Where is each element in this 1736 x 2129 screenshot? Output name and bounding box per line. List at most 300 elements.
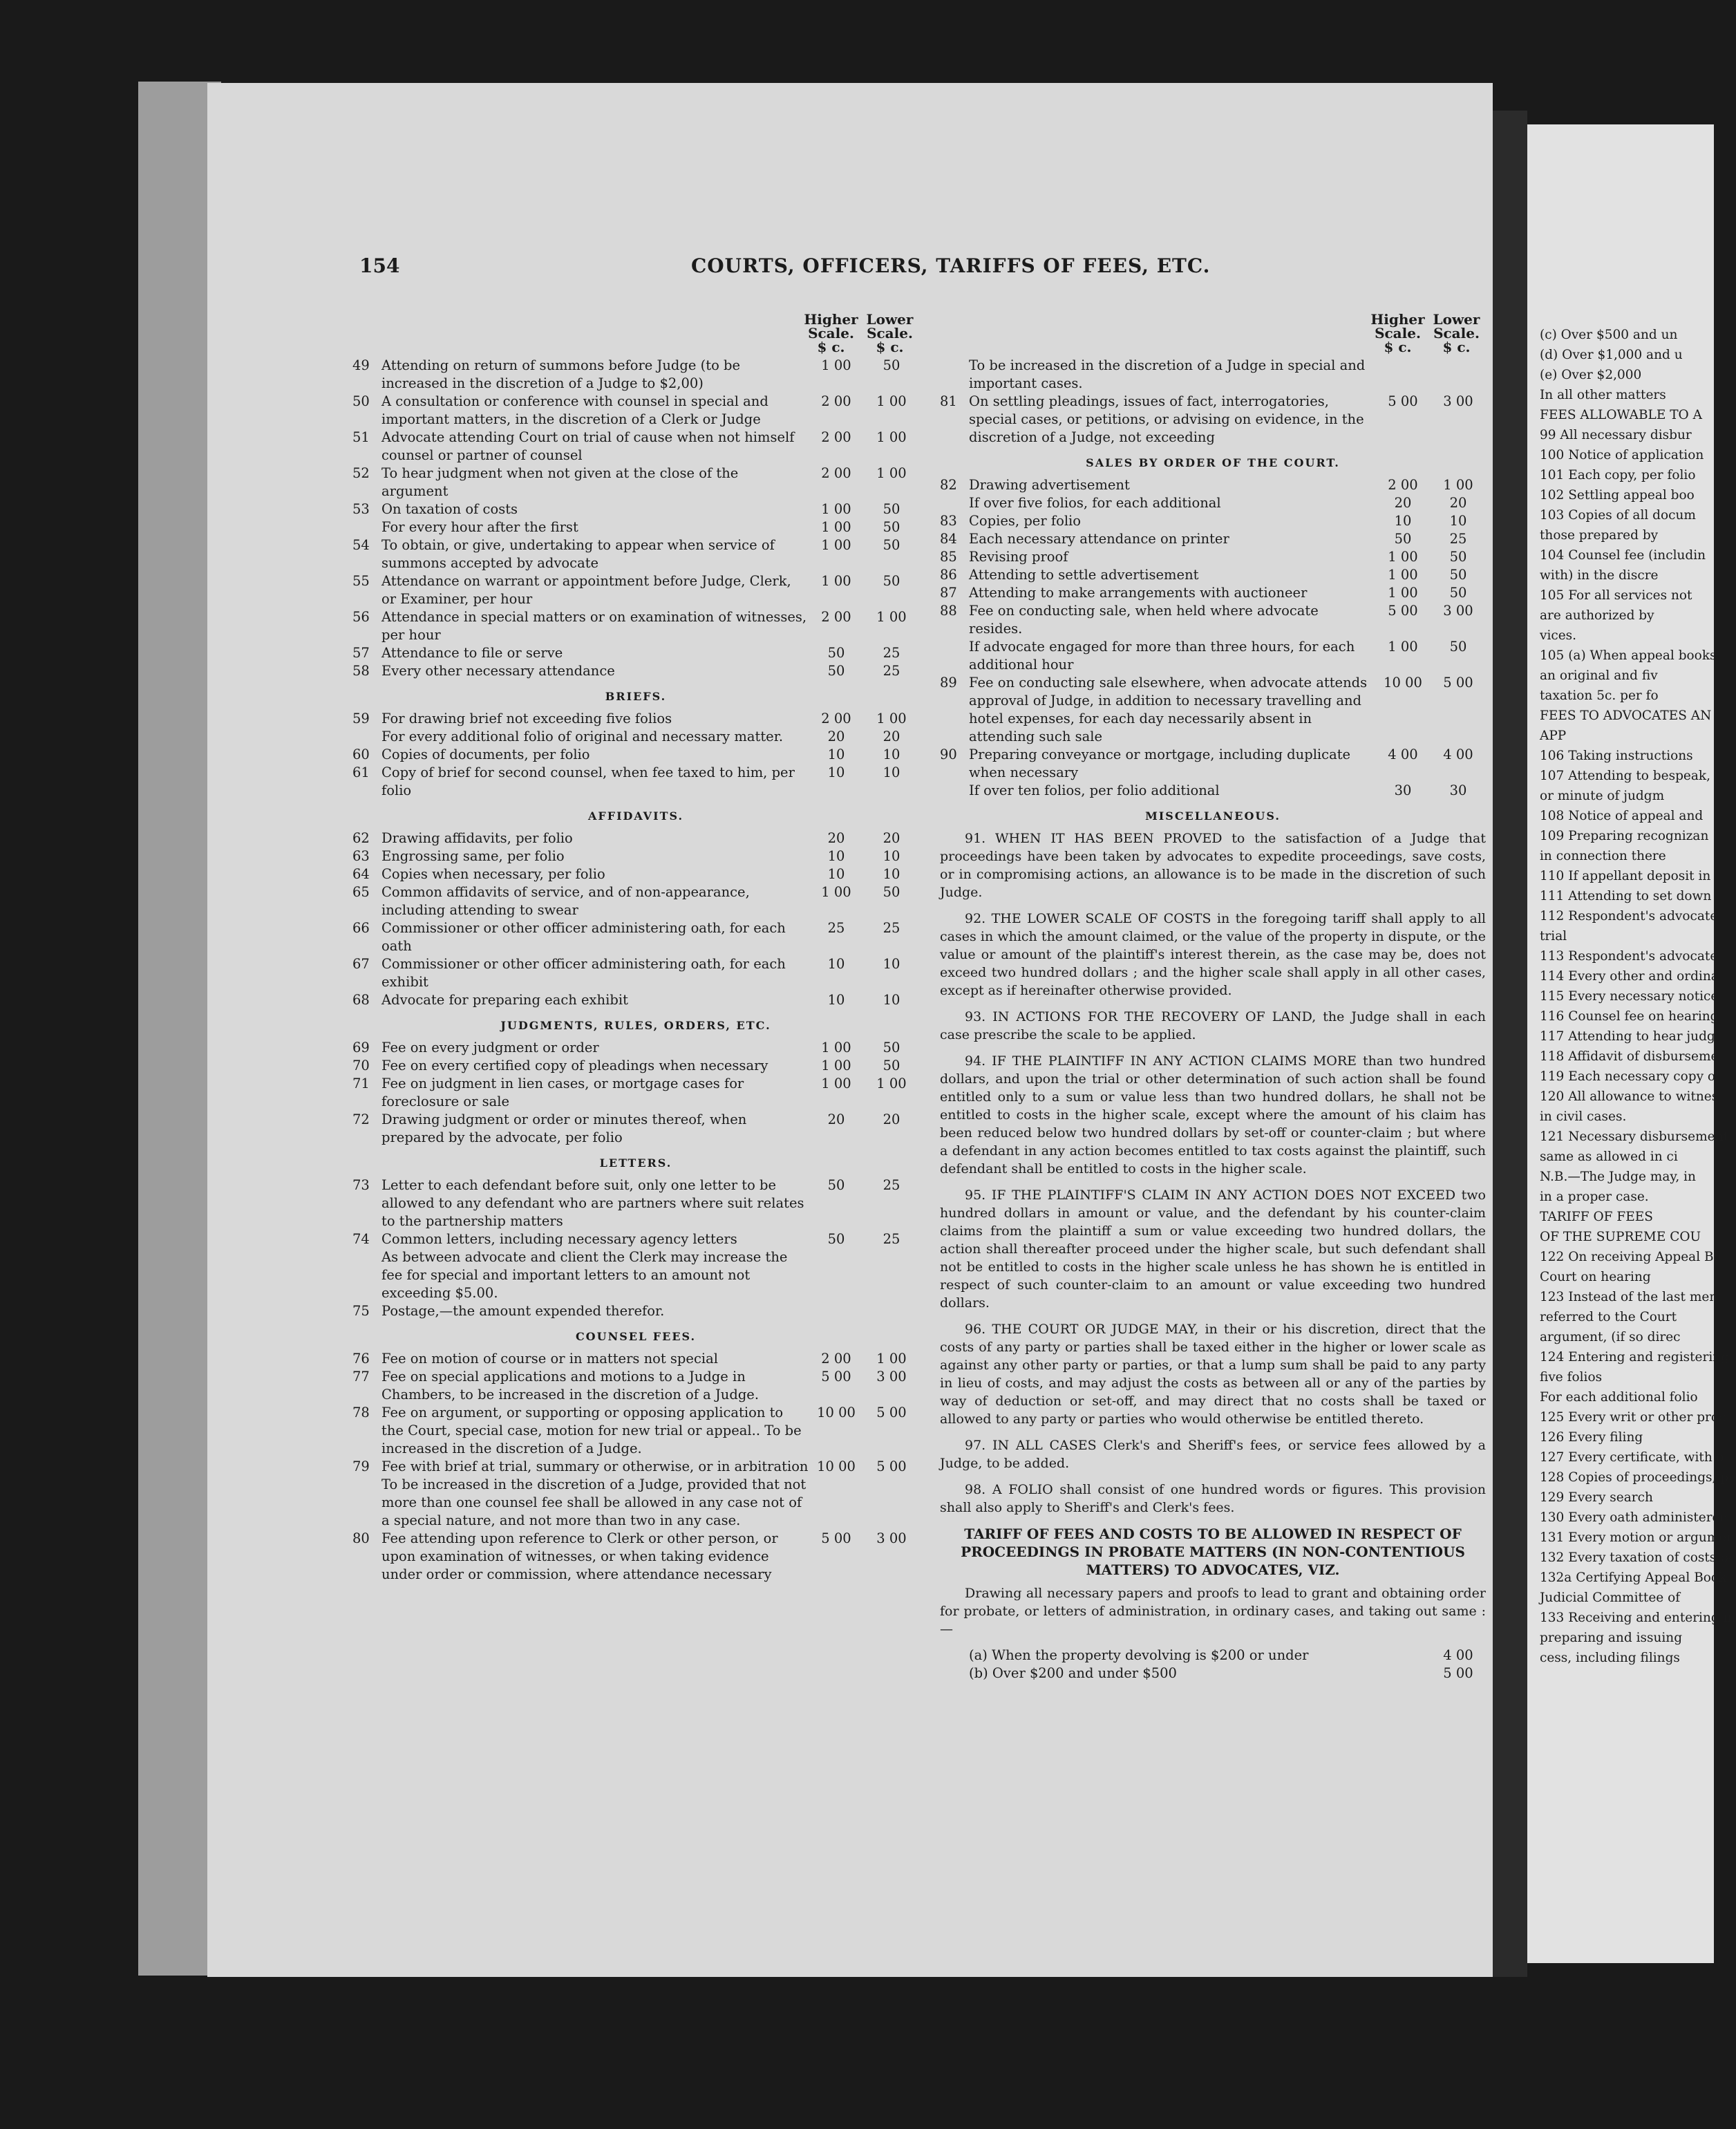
section-heading: AFFIDAVITS. xyxy=(587,809,684,823)
tariff-row xyxy=(352,1530,919,1584)
item-text: Common affidavits of service, and of non-appearance, including attending to swear xyxy=(381,884,750,918)
higher-scale-value: 2 00 xyxy=(821,393,851,409)
right-page-line: N.B.—The Judge may, in xyxy=(1540,1170,1696,1184)
right-page-line: 133 Receiving and entering in xyxy=(1540,1611,1736,1625)
lower-scale-value xyxy=(1431,357,1486,393)
item-text: To obtain, or give, undertaking to appear when service of summons accepted by advocate xyxy=(381,537,775,571)
item-text: Copies, per folio xyxy=(969,513,1082,529)
right-page-line: 112 Respondent's advocate xyxy=(1540,909,1718,923)
right-page-line: 100 Notice of application xyxy=(1540,448,1704,462)
item-text: Drawing affidavits, per folio xyxy=(381,830,573,846)
tariff-row xyxy=(352,429,919,465)
item-text: Fee with brief at trial, summary or otherwise, or in arbitration xyxy=(381,1459,809,1474)
higher-scale-value: 2 00 xyxy=(1388,477,1418,493)
item-text: Advocate attending Court on trial of cause when not himself counsel or partner of counsel xyxy=(381,429,795,463)
right-page-line: (e) Over $2,000 xyxy=(1540,368,1642,382)
tariff-row xyxy=(940,494,1486,512)
tariff-row xyxy=(352,1350,919,1368)
item-text: Commissioner or other officer administering oath, for each exhibit xyxy=(381,956,786,990)
item-text: Copies of documents, per folio xyxy=(381,747,590,762)
right-page-line: 104 Counsel fee (includin xyxy=(1540,548,1706,563)
item-number: 79 xyxy=(352,1459,370,1474)
lower-scale-value: 50 xyxy=(883,537,900,553)
item-number: 80 xyxy=(352,1530,370,1546)
tariff-row xyxy=(352,644,919,662)
item-text: Every other necessary attendance xyxy=(381,663,615,679)
item-text: On taxation of costs xyxy=(381,501,518,517)
item-text: Revising proof xyxy=(969,549,1068,565)
tariff-row xyxy=(940,357,1486,393)
tariff-row xyxy=(940,638,1486,674)
item-text: For drawing brief not exceeding five folios xyxy=(381,711,672,726)
right-page-line: 101 Each copy, per folio xyxy=(1540,468,1696,482)
right-page-line: 120 All allowance to witnes xyxy=(1540,1089,1719,1104)
tariff-row xyxy=(352,357,919,393)
higher-scale-value: 2 00 xyxy=(821,711,851,726)
higher-scale-value: 1 00 xyxy=(821,357,851,373)
higher-scale-value: 50 xyxy=(827,645,845,661)
item-text: Fee on judgment in lien cases, or mortgage cases for foreclosure or sale xyxy=(381,1076,744,1109)
tariff-row xyxy=(352,728,919,746)
right-page-line: 116 Counsel fee on hearing xyxy=(1540,1009,1719,1024)
higher-scale-value xyxy=(1375,357,1431,393)
right-page-line: preparing and issuing xyxy=(1540,1631,1683,1645)
right-page-lines xyxy=(1527,124,1736,1668)
lower-scale-value: 25 xyxy=(883,1231,900,1247)
lower-scale-value: 50 xyxy=(883,573,900,589)
lower-scale-value: 20 xyxy=(883,1112,900,1127)
item-number xyxy=(940,357,969,393)
paragraph: 97. IN ALL CASES Clerk's and Sheriff's fees, or service fees allowed by a Judge, to be added. xyxy=(940,1438,1486,1471)
right-page-line: five folios xyxy=(1540,1370,1603,1385)
item-number xyxy=(940,1664,969,1682)
lower-scale-value: 20 xyxy=(883,830,900,846)
right-page-line: 110 If appellant deposit in xyxy=(1540,869,1711,883)
right-page-line: in connection there xyxy=(1540,849,1666,863)
item-text: Common letters, including necessary agency letters xyxy=(381,1231,737,1247)
item-number: 66 xyxy=(352,920,370,936)
lower-scale-value: 10 xyxy=(883,765,900,780)
tariff-row xyxy=(940,530,1486,548)
item-number: 85 xyxy=(940,549,957,565)
tariff-row xyxy=(352,1075,919,1111)
higher-scale-value: 30 xyxy=(1394,782,1412,798)
lower-scale-value: 1 00 xyxy=(1443,477,1473,493)
item-number: 75 xyxy=(352,1303,370,1319)
item-number: 49 xyxy=(352,357,370,373)
item-number: 89 xyxy=(940,675,957,691)
item-number: 67 xyxy=(352,956,370,972)
lower-scale-value: 25 xyxy=(883,663,900,679)
higher-scale-value: 4 00 xyxy=(1388,747,1418,762)
section-heading: LETTERS. xyxy=(599,1156,672,1170)
higher-scale-value: 1 00 xyxy=(1388,585,1418,601)
right-page-line: OF THE SUPREME COU xyxy=(1540,1230,1701,1244)
lower-scale-value: 1 00 xyxy=(876,1076,907,1091)
item-text: Fee attending upon reference to Clerk or other person, or upon examination of witnesses, or when taking evidence under order or commission, where attendance necessary xyxy=(381,1530,778,1582)
item-text: If over ten folios, per folio additional xyxy=(969,782,1220,798)
lower-scale-value: 50 xyxy=(883,884,900,900)
lower-scale-value xyxy=(864,1302,919,1320)
higher-scale-value: 10 00 xyxy=(1384,675,1422,691)
item-number: 86 xyxy=(940,567,957,583)
higher-scale-value: 10 00 xyxy=(817,1405,856,1420)
item-text: Drawing judgment or order or minutes thereof, when prepared by the advocate, per folio xyxy=(381,1112,747,1145)
item-text: Fee on conducting sale, when held where advocate resides. xyxy=(969,603,1319,637)
running-title: COURTS, OFFICERS, TARIFFS OF FEES, ETC. xyxy=(691,254,1211,277)
right-page-line: 121 Necessary disbursement xyxy=(1540,1129,1728,1144)
left-tariff-list xyxy=(352,357,919,1584)
item-text: Fee on every judgment or order xyxy=(381,1040,599,1056)
tariff-row xyxy=(352,955,919,991)
item-number: 88 xyxy=(940,603,957,619)
right-page-line: referred to the Court xyxy=(1540,1310,1677,1324)
item-number xyxy=(352,1476,381,1530)
tariff-row xyxy=(940,512,1486,530)
item-number: 84 xyxy=(940,531,957,547)
item-number xyxy=(352,728,381,746)
tariff-row xyxy=(940,1664,1486,1682)
item-text: To be increased in the discretion of a Judge in special and important cases. xyxy=(969,357,1366,391)
item-number: 59 xyxy=(352,711,370,726)
higher-scale-value: 1 00 xyxy=(821,1076,851,1091)
tariff-row xyxy=(352,662,919,680)
right-page-line: cess, including filings xyxy=(1540,1651,1680,1665)
right-page-line: 107 Attending to bespeak, xyxy=(1540,769,1711,783)
tariff-row xyxy=(352,710,919,728)
right-page-line: For each additional folio xyxy=(1540,1390,1698,1405)
higher-scale-value xyxy=(1375,1664,1431,1682)
right-page-line: FEES ALLOWABLE TO A xyxy=(1540,408,1702,422)
lower-scale-value: 10 xyxy=(883,866,900,882)
tariff-row xyxy=(940,602,1486,638)
lower-scale-value: 1 00 xyxy=(876,429,907,445)
item-text: Fee on motion of course or in matters not special xyxy=(381,1351,718,1367)
left-column xyxy=(352,312,919,1584)
higher-scale-value: 10 00 xyxy=(817,1459,856,1474)
higher-scale-value: 2 00 xyxy=(821,1351,851,1367)
right-page-line: (d) Over $1,000 and u xyxy=(1540,348,1683,362)
higher-scale-value: 5 00 xyxy=(1388,603,1418,619)
lower-scale-value: 20 xyxy=(883,729,900,744)
tariff-row xyxy=(352,883,919,919)
tariff-row xyxy=(352,518,919,536)
higher-scale-value: 10 xyxy=(827,765,845,780)
higher-scale-value: 10 xyxy=(1394,513,1412,529)
tariff-row xyxy=(352,393,919,429)
tariff-heading: TARIFF OF FEES AND COSTS TO BE ALLOWED IN RESPECT OF PROCEEDINGS IN PROBATE MATTERS (IN NON-CONTENTIOUS MATTERS) TO ADVOCATES, VIZ. xyxy=(961,1526,1465,1578)
item-number: 58 xyxy=(352,663,370,679)
item-text: If over five folios, for each additional xyxy=(969,495,1221,511)
lower-scale-value: 1 00 xyxy=(876,465,907,481)
lower-scale-value: 1 00 xyxy=(876,1351,907,1367)
item-number: 64 xyxy=(352,866,370,882)
item-number xyxy=(940,638,969,674)
item-text: Attendance on warrant or appointment before Judge, Clerk, or Examiner, per hour xyxy=(381,573,791,607)
higher-scale-value: 1 00 xyxy=(1388,549,1418,565)
item-number: 76 xyxy=(352,1351,370,1367)
higher-scale-header: Higher Scale. $ c. xyxy=(1370,311,1425,355)
higher-scale-value: 50 xyxy=(827,1231,845,1247)
lower-scale-value: 10 xyxy=(1449,513,1467,529)
item-text: Preparing conveyance or mortgage, including duplicate when necessary xyxy=(969,747,1351,780)
right-page-line: taxation 5c. per fo xyxy=(1540,688,1659,703)
item-text: Attending to make arrangements with auctioneer xyxy=(969,585,1308,601)
lower-scale-value: 20 xyxy=(1449,495,1467,511)
paragraph: 95. IF THE PLAINTIFF'S CLAIM IN ANY ACTION DOES NOT EXCEED two hundred dollars in amount or value, and the defendant by his counter-claim claims from the plaintiff a sum or value exceeding two hundred dollars, the action shall thereafter proceed under the higher scale, but such defendant shall not be entitled to costs in the higher scale unless he has shown he is entitled in respect of such counter-claim to an amount or value exceeding two hundred dollars. xyxy=(940,1188,1486,1311)
higher-scale-value: 2 00 xyxy=(821,429,851,445)
higher-scale-value: 1 00 xyxy=(821,884,851,900)
book-spine xyxy=(1493,111,1527,1977)
right-page-line: trial xyxy=(1540,929,1567,944)
higher-scale-value: 2 00 xyxy=(821,465,851,481)
lower-scale-value: 5 00 xyxy=(1443,675,1473,691)
paragraph: 91. WHEN IT HAS BEEN PROVED to the satisfaction of a Judge that proceedings have been taken by advocates to expedite proceedings, save costs, or in compromising actions, an allowance is to be made in the discretion of such Judge. xyxy=(940,831,1486,900)
item-number: 53 xyxy=(352,501,370,517)
paragraph: Drawing all necessary papers and proofs to lead to grant and obtaining order for probate, or letters of administration, in ordinary cases, and taking out same :— xyxy=(940,1586,1486,1637)
item-text: Attendance in special matters or on examination of witnesses, per hour xyxy=(381,609,807,643)
item-number: 55 xyxy=(352,573,370,589)
page-number: 154 xyxy=(359,254,400,277)
lower-scale-value: 25 xyxy=(883,920,900,936)
tariff-row xyxy=(352,829,919,847)
higher-scale-value: 1 00 xyxy=(821,519,851,535)
item-number: 90 xyxy=(940,747,957,762)
higher-scale-value: 10 xyxy=(827,956,845,972)
tariff-row xyxy=(352,1230,919,1248)
lower-scale-value: 50 xyxy=(1449,567,1467,583)
lower-scale-header: Lower Scale. $ c. xyxy=(866,311,914,355)
right-page-line: Judicial Committee of xyxy=(1540,1591,1681,1605)
right-page-line: or minute of judgm xyxy=(1540,789,1665,803)
item-text: Copies when necessary, per folio xyxy=(381,866,605,882)
tariff-row xyxy=(352,1476,919,1530)
item-text: As between advocate and client the Clerk may increase the fee for special and important letters to an amount not exceeding $5.00. xyxy=(381,1249,788,1301)
right-page-line: 119 Each necessary copy of xyxy=(1540,1069,1720,1084)
right-page xyxy=(1527,124,1736,1963)
right-page-line: 131 Every motion or argumen xyxy=(1540,1530,1735,1545)
right-page-line: vices. xyxy=(1540,628,1577,643)
item-number xyxy=(352,518,381,536)
tariff-row xyxy=(940,674,1486,746)
lower-scale-value xyxy=(864,1476,919,1530)
right-page-line: 130 Every oath administered xyxy=(1540,1510,1728,1525)
lower-scale-value: 1 00 xyxy=(876,711,907,726)
higher-scale-value xyxy=(809,1248,864,1302)
right-page-line: 129 Every search xyxy=(1540,1490,1653,1505)
tariff-row xyxy=(352,919,919,955)
right-page-line: 105 For all services not xyxy=(1540,588,1692,603)
right-page-line: those prepared by xyxy=(1540,528,1659,543)
lower-scale-value: 3 00 xyxy=(876,1530,907,1546)
item-number xyxy=(940,1647,969,1664)
higher-scale-value: 25 xyxy=(827,920,845,936)
right-page-line: 125 Every writ or other proc xyxy=(1540,1410,1726,1425)
higher-scale-value: 1 00 xyxy=(821,1058,851,1073)
item-number: 51 xyxy=(352,429,370,445)
lower-scale-value: 50 xyxy=(883,1040,900,1056)
item-text: A consultation or conference with counsel in special and important matters, in the discretion of a Clerk or Judge xyxy=(381,393,768,427)
tariff-row xyxy=(940,584,1486,602)
lower-scale-value: 4 00 xyxy=(1443,1647,1473,1663)
item-number: 50 xyxy=(352,393,370,409)
tariff-row xyxy=(352,1111,919,1147)
lower-scale-value: 1 00 xyxy=(876,393,907,409)
right-page-line: 99 All necessary disbur xyxy=(1540,428,1692,442)
section-heading: SALES BY ORDER OF THE COURT. xyxy=(1086,456,1340,469)
higher-scale-value: 1 00 xyxy=(821,537,851,553)
lower-scale-value: 50 xyxy=(883,1058,900,1073)
right-page-line: 132a Certifying Appeal Book t xyxy=(1540,1570,1736,1585)
item-number: 57 xyxy=(352,645,370,661)
right-page-line: with) in the discre xyxy=(1540,568,1659,583)
right-page-line: 106 Taking instructions xyxy=(1540,749,1693,763)
item-number: 52 xyxy=(352,465,370,481)
tariff-row xyxy=(352,1057,919,1075)
higher-scale-value: 50 xyxy=(827,663,845,679)
item-number: 74 xyxy=(352,1231,370,1247)
item-text: Fee on conducting sale elsewhere, when advocate attends approval of Judge, in addition to necessary travelling and hotel expenses, for each day necessarily absent in attending such sale xyxy=(969,675,1368,744)
right-page-line: APP xyxy=(1540,729,1567,743)
item-number: 62 xyxy=(352,830,370,846)
scale-headers-mid xyxy=(940,312,1486,357)
item-text: For every additional folio of original and necessary matter. xyxy=(381,729,784,744)
item-number: 77 xyxy=(352,1369,370,1385)
item-number: 63 xyxy=(352,848,370,864)
tariff-row xyxy=(352,865,919,883)
lower-scale-header: Lower Scale. $ c. xyxy=(1433,311,1480,355)
item-number xyxy=(352,1248,381,1302)
right-page-line: 127 Every certificate, with or xyxy=(1540,1450,1730,1465)
lower-scale-value: 5 00 xyxy=(1443,1665,1473,1681)
lower-scale-value: 10 xyxy=(883,992,900,1008)
item-text: Copy of brief for second counsel, when fee taxed to him, per folio xyxy=(381,765,795,798)
right-page-line: in a proper case. xyxy=(1540,1190,1649,1204)
tariff-row xyxy=(940,746,1486,782)
item-text: To hear judgment when not given at the close of the argument xyxy=(381,465,739,499)
right-page-line: 105 (a) When appeal books xyxy=(1540,648,1717,663)
lower-scale-value: 50 xyxy=(883,357,900,373)
right-page-line: same as allowed in ci xyxy=(1540,1150,1678,1164)
lower-scale-value: 50 xyxy=(1449,585,1467,601)
paragraph: 96. THE COURT OR JUDGE MAY, in their or his discretion, direct that the costs of any party or parties shall be taxed either in the higher or lower scale as against any other party or parties, or that a lump sum shall be paid to any party in lieu of costs, and may adjust the costs as between all or any of the parties by way of deduction or set-off, and may direct that no costs shall be taxed or allowed to any party or parties who would otherwise be entitled thereto. xyxy=(940,1322,1486,1427)
item-number: 71 xyxy=(352,1076,370,1091)
higher-scale-value: 5 00 xyxy=(1388,393,1418,409)
lower-scale-value: 5 00 xyxy=(876,1405,907,1420)
tariff-row xyxy=(352,1302,919,1320)
right-page-line: argument, (if so direc xyxy=(1540,1330,1681,1344)
right-page-line: 118 Affidavit of disburseme xyxy=(1540,1049,1719,1064)
paragraph: 93. IN ACTIONS FOR THE RECOVERY OF LAND, the Judge shall in each case prescribe the scale to be applied. xyxy=(940,1009,1486,1042)
higher-scale-value: 10 xyxy=(827,992,845,1008)
higher-scale-value: 5 00 xyxy=(821,1369,851,1385)
item-text: Attendance to file or serve xyxy=(381,645,563,661)
item-number xyxy=(940,494,969,512)
middle-column xyxy=(940,312,1486,1682)
lower-scale-value: 50 xyxy=(1449,549,1467,565)
item-number: 69 xyxy=(352,1040,370,1056)
item-text: Commissioner or other officer administering oath, for each oath xyxy=(381,920,786,954)
right-page-line: 111 Attending to set down xyxy=(1540,889,1712,903)
right-page-line: 113 Respondent's advocate xyxy=(1540,949,1718,964)
item-number: 56 xyxy=(352,609,370,625)
item-text: Fee on every certified copy of pleadings when necessary xyxy=(381,1058,768,1073)
section-heading: JUDGMENTS, RULES, ORDERS, ETC. xyxy=(500,1019,771,1032)
right-page-line: TARIFF OF FEES xyxy=(1540,1210,1653,1224)
tariff-row xyxy=(352,1404,919,1458)
middle-tariff-list xyxy=(940,357,1486,1682)
higher-scale-value: 1 00 xyxy=(821,501,851,517)
scale-headers xyxy=(352,312,919,357)
paragraph: 94. IF THE PLAINTIFF IN ANY ACTION CLAIMS MORE than two hundred dollars, and upon the trial or other determination of such action shall be found entitled only to a sum or value less than two hundred dollars, he shall not be entitled to costs in the higher scale, except where the amount of his claim has been reduced below two hundred dollars by set-off or counter-claim ; but where a defendant in any action becomes entitled to tax costs against the plaintiff, such defendant shall be entitled to costs in the higher scale. xyxy=(940,1053,1486,1176)
right-page-line: 117 Attending to hear judg xyxy=(1540,1029,1715,1044)
item-text: Attending to settle advertisement xyxy=(969,567,1199,583)
higher-scale-value: 20 xyxy=(827,1112,845,1127)
item-text: Each necessary attendance on printer xyxy=(969,531,1229,547)
item-number: 68 xyxy=(352,992,370,1008)
higher-scale-value xyxy=(809,1302,864,1320)
item-text: Fee on argument, or supporting or opposing application to the Court, special case, motion for new trial or appeal.. To be increased in the discretion of a Judge. xyxy=(381,1405,802,1456)
item-text: Letter to each defendant before suit, only one letter to be allowed to any defendant who are partners where suit relates to the partnership matters xyxy=(381,1177,804,1229)
item-number xyxy=(940,782,969,800)
lower-scale-value: 1 00 xyxy=(876,609,907,625)
item-number: 73 xyxy=(352,1177,370,1193)
higher-scale-value: 5 00 xyxy=(821,1530,851,1546)
higher-scale-value: 50 xyxy=(1394,531,1412,547)
tariff-row xyxy=(940,476,1486,494)
higher-scale-value: 10 xyxy=(827,866,845,882)
tariff-row xyxy=(940,782,1486,800)
lower-scale-value xyxy=(864,1248,919,1302)
tariff-row xyxy=(352,991,919,1009)
tariff-row xyxy=(352,536,919,572)
item-text: (b) Over $200 and under $500 xyxy=(969,1665,1177,1681)
section-heading: BRIEFS. xyxy=(605,690,667,703)
tariff-row xyxy=(352,500,919,518)
tariff-row xyxy=(352,1248,919,1302)
higher-scale-value: 10 xyxy=(827,848,845,864)
right-page-line: 124 Entering and registering xyxy=(1540,1350,1730,1364)
item-text: (a) When the property devolving is $200 or under xyxy=(969,1647,1309,1663)
tariff-row xyxy=(352,746,919,764)
tariff-row xyxy=(352,847,919,865)
right-page-line: (c) Over $500 and un xyxy=(1540,328,1678,342)
right-page-line: 122 On receiving Appeal Bo xyxy=(1540,1250,1721,1264)
item-number: 82 xyxy=(940,477,957,493)
higher-scale-value: 10 xyxy=(827,747,845,762)
lower-scale-value: 25 xyxy=(883,1177,900,1193)
item-text: For every hour after the first xyxy=(381,519,578,535)
lower-scale-value: 10 xyxy=(883,848,900,864)
right-page-line: 114 Every other and ordina xyxy=(1540,969,1719,984)
item-text: On settling pleadings, issues of fact, interrogatories, special cases, or petitions, or advising on evidence, in the discretion of a Judge, not exceeding xyxy=(969,393,1364,445)
tariff-row xyxy=(352,608,919,644)
tariff-row xyxy=(352,1368,919,1404)
item-number: 54 xyxy=(352,537,370,553)
tariff-row xyxy=(940,548,1486,566)
right-page-line: are authorized by xyxy=(1540,608,1654,623)
tariff-row xyxy=(352,1176,919,1230)
higher-scale-value: 1 00 xyxy=(1388,567,1418,583)
higher-scale-value: 1 00 xyxy=(1388,639,1418,655)
lower-scale-value: 5 00 xyxy=(876,1459,907,1474)
right-page-line: 123 Instead of the last ment xyxy=(1540,1290,1723,1304)
item-number: 60 xyxy=(352,747,370,762)
item-text: Fee on special applications and motions to a Judge in Chambers, to be increased in the discretion of a Judge. xyxy=(381,1369,760,1403)
right-page-line: 126 Every filing xyxy=(1540,1430,1643,1445)
tariff-row xyxy=(940,1647,1486,1664)
lower-scale-value: 3 00 xyxy=(876,1369,907,1385)
